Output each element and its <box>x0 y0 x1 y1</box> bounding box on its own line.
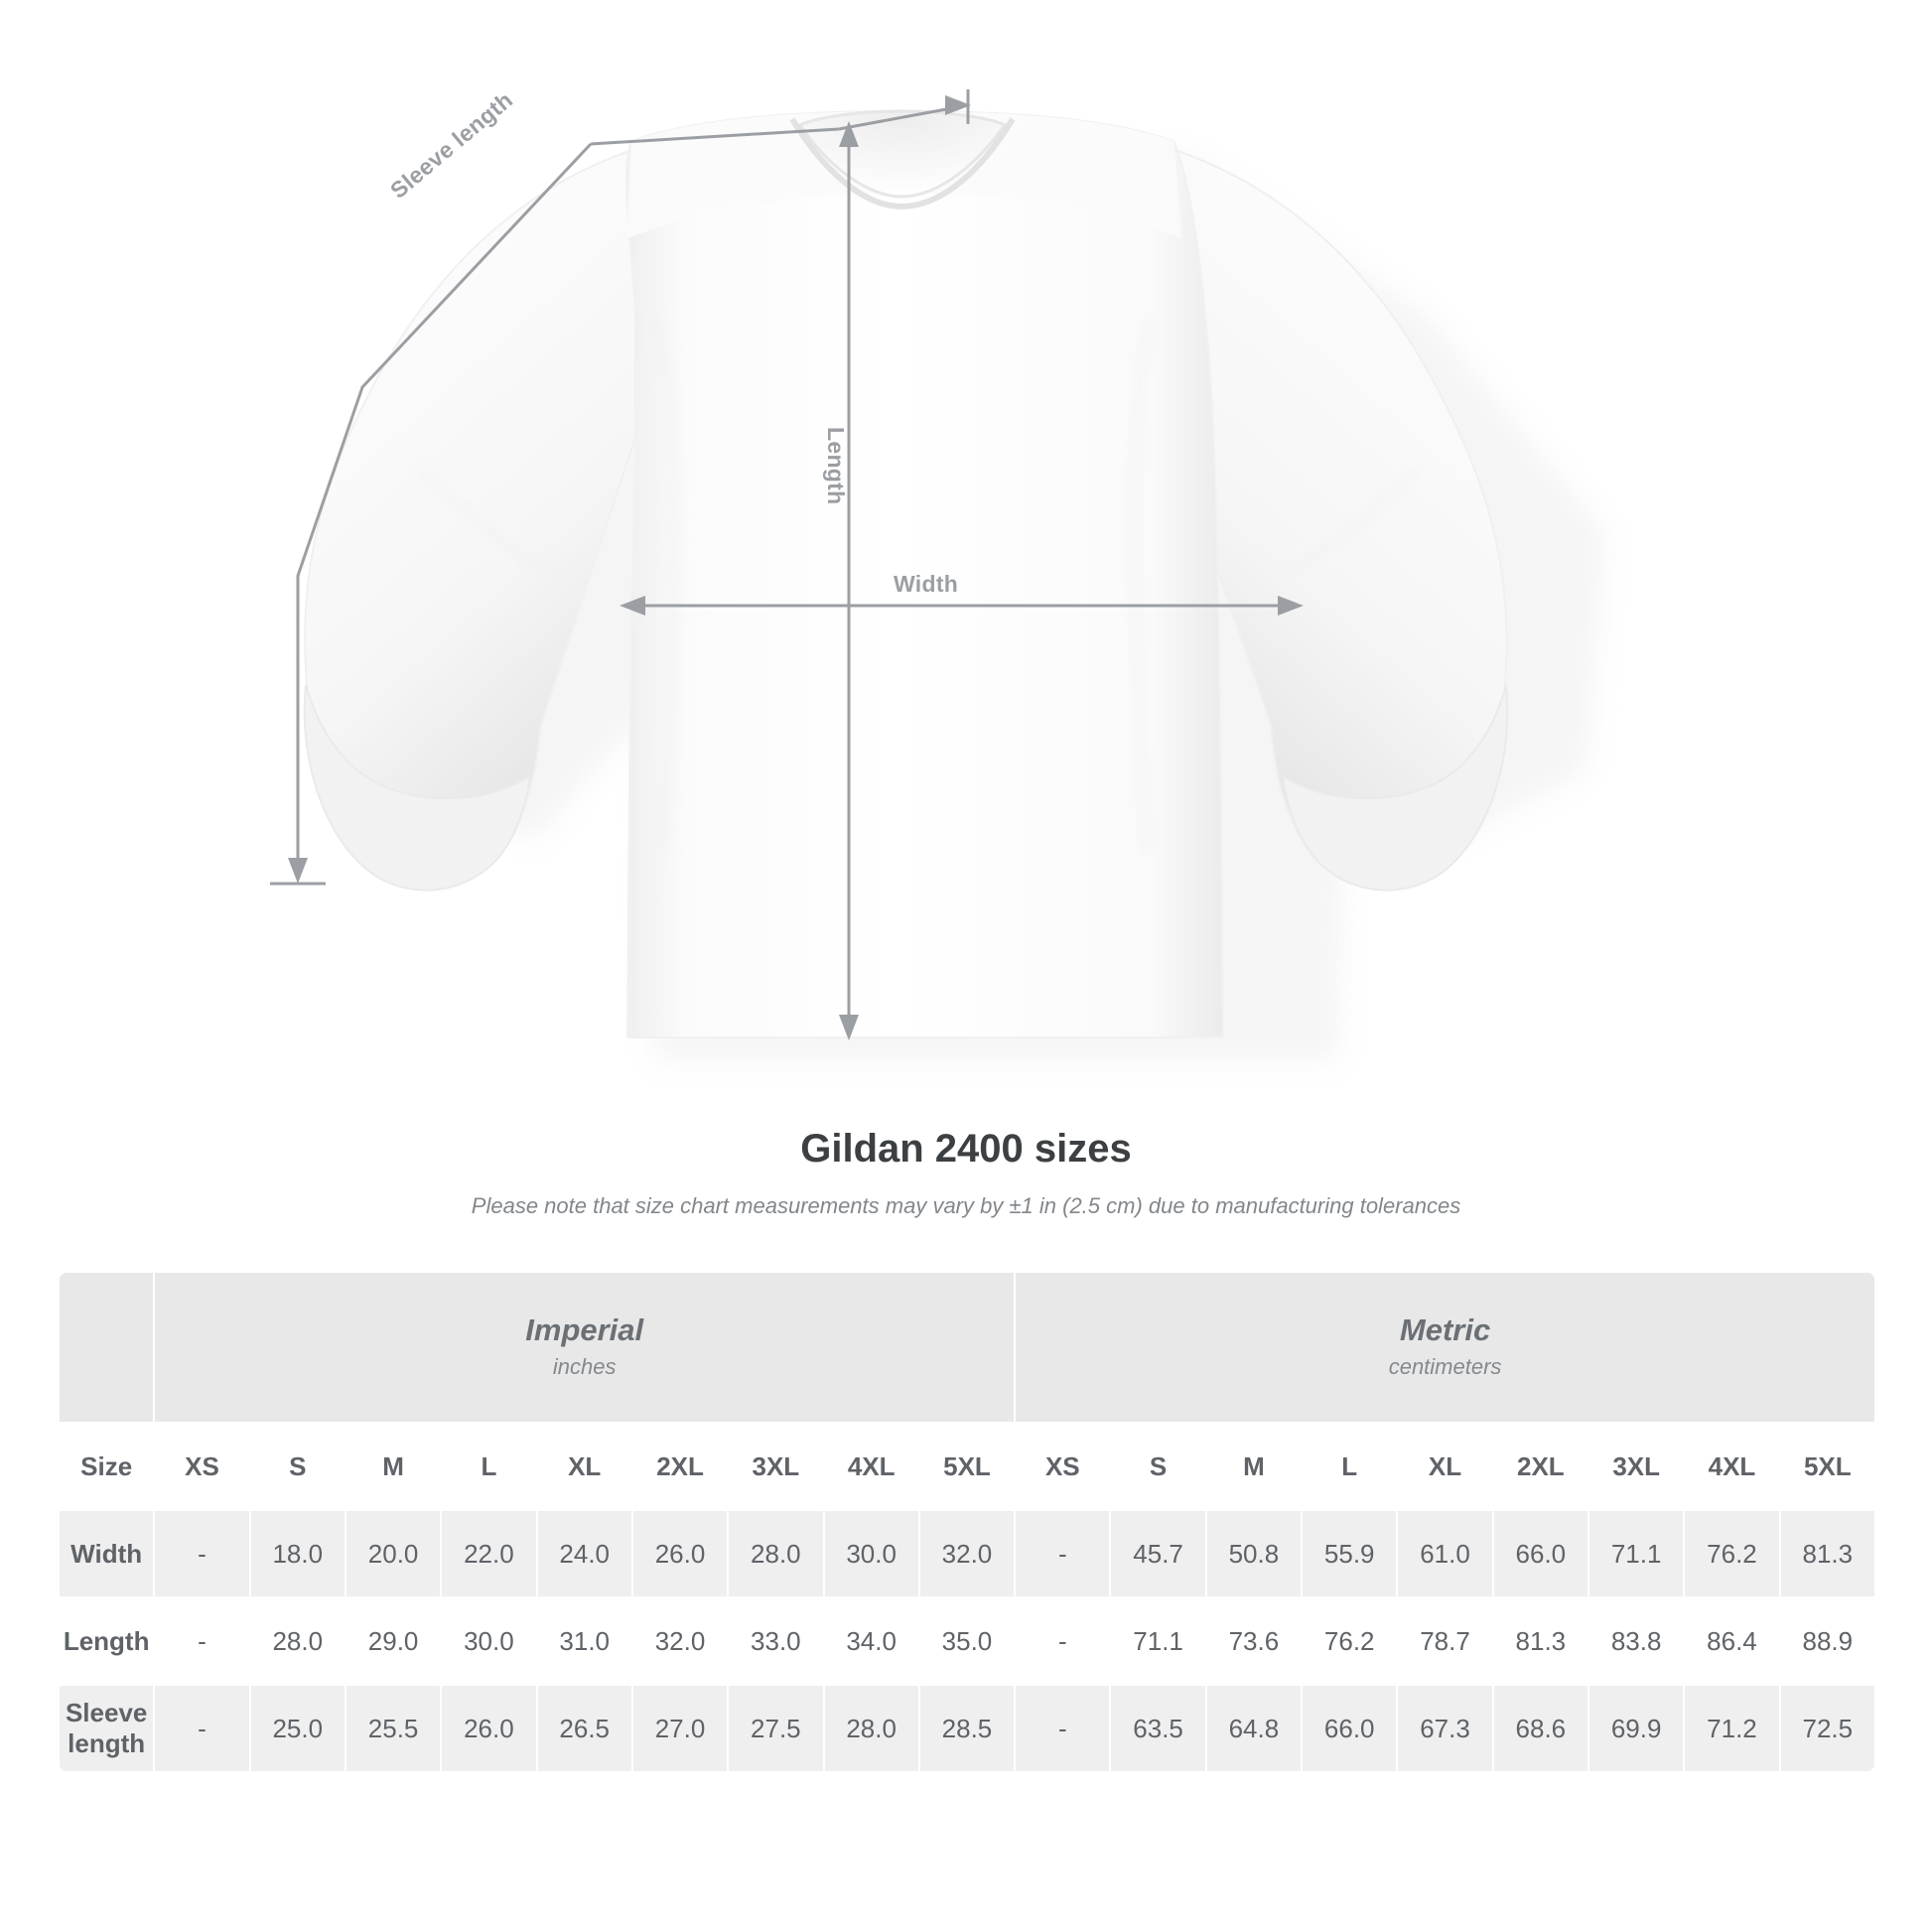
cell-width-imperial-4xl: 30.0 <box>824 1510 919 1597</box>
page-title: Gildan 2400 sizes <box>800 1127 1132 1171</box>
size-header-imperial-s: S <box>250 1423 345 1510</box>
cell-length-imperial-4xl: 34.0 <box>824 1597 919 1685</box>
unit-sub-imperial: inches <box>552 1353 617 1379</box>
unit-name-metric: Metric <box>1399 1312 1491 1348</box>
size-header-metric-xl: XL <box>1397 1423 1492 1510</box>
size-header-metric-m: M <box>1206 1423 1302 1510</box>
cell-length-metric-m: 73.6 <box>1206 1597 1302 1685</box>
cell-length-metric-s: 71.1 <box>1110 1597 1205 1685</box>
cell-width-imperial-xs: - <box>154 1510 249 1597</box>
size-header-metric-l: L <box>1302 1423 1397 1510</box>
cell-length-metric-xl: 78.7 <box>1397 1597 1492 1685</box>
row-label-sleeve-length: Sleeve length <box>59 1685 154 1772</box>
cell-sleeve-imperial-2xl: 27.0 <box>632 1685 728 1772</box>
table-row <box>59 1597 1875 1685</box>
cell-width-imperial-2xl: 26.0 <box>632 1510 728 1597</box>
table-row <box>59 1510 1875 1597</box>
cell-length-metric-l: 76.2 <box>1302 1597 1397 1685</box>
cell-width-imperial-xl: 24.0 <box>537 1510 632 1597</box>
cell-width-metric-5xl: 81.3 <box>1780 1510 1875 1597</box>
unit-name-imperial: Imperial <box>525 1312 644 1348</box>
cell-sleeve-imperial-xl: 26.5 <box>537 1685 632 1772</box>
cell-length-metric-2xl: 81.3 <box>1493 1597 1588 1685</box>
cell-sleeve-metric-5xl: 72.5 <box>1780 1685 1875 1772</box>
cell-width-metric-l: 55.9 <box>1302 1510 1397 1597</box>
unit-header-imperial <box>154 1272 1015 1423</box>
cell-sleeve-imperial-l: 26.0 <box>441 1685 536 1772</box>
size-table <box>58 1271 1876 1773</box>
size-header-row <box>59 1423 1875 1510</box>
cell-sleeve-imperial-m: 25.5 <box>345 1685 441 1772</box>
size-header-metric-2xl: 2XL <box>1493 1423 1588 1510</box>
cell-sleeve-imperial-s: 25.0 <box>250 1685 345 1772</box>
size-header-imperial-5xl: 5XL <box>919 1423 1015 1510</box>
cell-width-metric-xl: 61.0 <box>1397 1510 1492 1597</box>
cell-length-imperial-2xl: 32.0 <box>632 1597 728 1685</box>
cell-length-metric-3xl: 83.8 <box>1588 1597 1684 1685</box>
size-header-imperial-l: L <box>441 1423 536 1510</box>
size-header-metric-s: S <box>1110 1423 1205 1510</box>
cell-length-imperial-xl: 31.0 <box>537 1597 632 1685</box>
cell-width-metric-3xl: 71.1 <box>1588 1510 1684 1597</box>
cell-length-imperial-xs: - <box>154 1597 249 1685</box>
table-row <box>59 1685 1875 1772</box>
size-header-imperial-4xl: 4XL <box>824 1423 919 1510</box>
cell-length-imperial-l: 30.0 <box>441 1597 536 1685</box>
size-header-imperial-m: M <box>345 1423 441 1510</box>
cell-width-metric-xs: - <box>1015 1510 1110 1597</box>
cell-length-imperial-s: 28.0 <box>250 1597 345 1685</box>
size-header-label: Size <box>59 1423 154 1510</box>
cell-width-metric-s: 45.7 <box>1110 1510 1205 1597</box>
size-header-imperial-2xl: 2XL <box>632 1423 728 1510</box>
size-header-imperial-xl: XL <box>537 1423 632 1510</box>
size-header-imperial-3xl: 3XL <box>728 1423 823 1510</box>
cell-sleeve-metric-2xl: 68.6 <box>1493 1685 1588 1772</box>
cell-length-metric-5xl: 88.9 <box>1780 1597 1875 1685</box>
cell-sleeve-metric-s: 63.5 <box>1110 1685 1205 1772</box>
cell-length-metric-xs: - <box>1015 1597 1110 1685</box>
cell-sleeve-imperial-5xl: 28.5 <box>919 1685 1015 1772</box>
cell-length-imperial-3xl: 33.0 <box>728 1597 823 1685</box>
cell-sleeve-metric-xl: 67.3 <box>1397 1685 1492 1772</box>
unit-header-corner <box>59 1272 154 1423</box>
cell-sleeve-imperial-xs: - <box>154 1685 249 1772</box>
cell-width-metric-2xl: 66.0 <box>1493 1510 1588 1597</box>
cell-sleeve-imperial-3xl: 27.5 <box>728 1685 823 1772</box>
unit-header-metric <box>1015 1272 1875 1423</box>
size-header-metric-xs: XS <box>1015 1423 1110 1510</box>
cell-sleeve-metric-4xl: 71.2 <box>1684 1685 1779 1772</box>
cell-sleeve-metric-xs: - <box>1015 1685 1110 1772</box>
unit-header-row <box>59 1272 1875 1423</box>
cell-sleeve-imperial-4xl: 28.0 <box>824 1685 919 1772</box>
cell-width-imperial-5xl: 32.0 <box>919 1510 1015 1597</box>
size-header-metric-5xl: 5XL <box>1780 1423 1875 1510</box>
cell-sleeve-metric-m: 64.8 <box>1206 1685 1302 1772</box>
dimension-label-length: Length <box>823 427 849 505</box>
cell-length-imperial-m: 29.0 <box>345 1597 441 1685</box>
cell-width-imperial-s: 18.0 <box>250 1510 345 1597</box>
size-header-imperial-xs: XS <box>154 1423 249 1510</box>
cell-width-imperial-l: 22.0 <box>441 1510 536 1597</box>
cell-width-metric-m: 50.8 <box>1206 1510 1302 1597</box>
cell-width-metric-4xl: 76.2 <box>1684 1510 1779 1597</box>
row-label-length: Length <box>59 1597 154 1685</box>
measurement-note: Please note that size chart measurements may vary by ±1 in (2.5 cm) due to manufacturing tolerances <box>471 1193 1461 1218</box>
title-block <box>0 1127 1932 1219</box>
cell-sleeve-metric-l: 66.0 <box>1302 1685 1397 1772</box>
size-header-metric-3xl: 3XL <box>1588 1423 1684 1510</box>
cell-width-imperial-m: 20.0 <box>345 1510 441 1597</box>
cell-width-imperial-3xl: 28.0 <box>728 1510 823 1597</box>
size-table-wrapper <box>58 1271 1876 1773</box>
dimension-label-width: Width <box>894 571 959 597</box>
unit-sub-metric: centimeters <box>1388 1353 1502 1379</box>
cell-sleeve-metric-3xl: 69.9 <box>1588 1685 1684 1772</box>
dimension-label-sleeve-length: Sleeve length <box>385 86 518 204</box>
size-header-metric-4xl: 4XL <box>1684 1423 1779 1510</box>
cell-length-metric-4xl: 86.4 <box>1684 1597 1779 1685</box>
cell-length-imperial-5xl: 35.0 <box>919 1597 1015 1685</box>
row-label-width: Width <box>59 1510 154 1597</box>
